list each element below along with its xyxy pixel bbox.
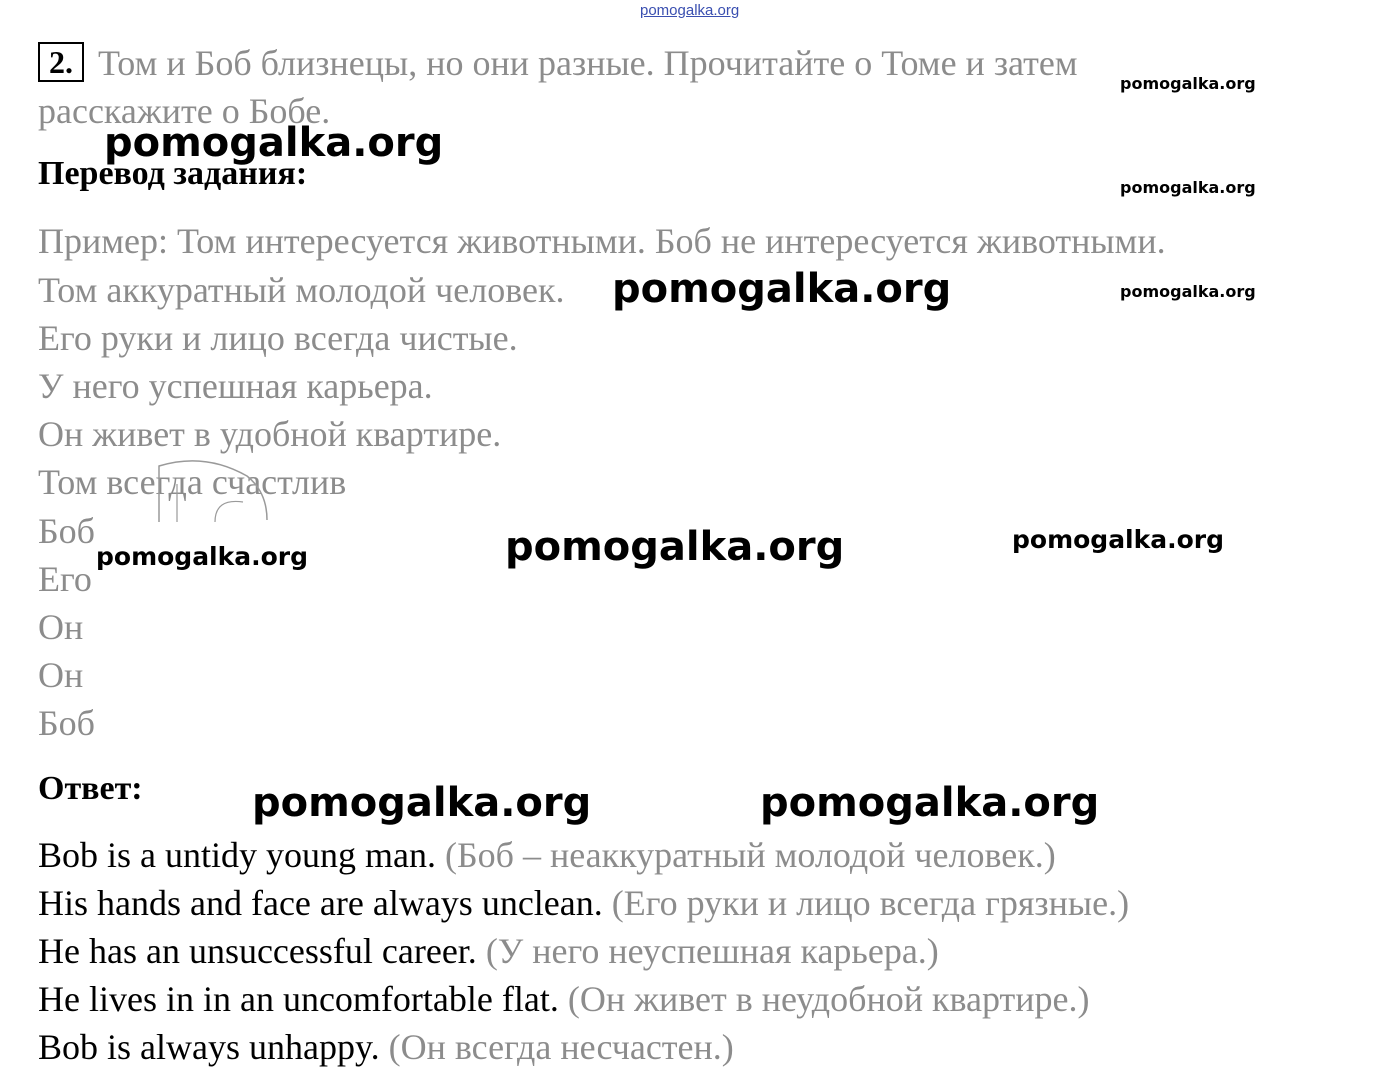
translation-line: Пример: Том интересуется животными. Боб не интересуется животными. [38, 221, 1166, 261]
answer-russian: (Боб – неаккуратный молодой человек.) [445, 835, 1056, 875]
task-number-box: 2. [38, 42, 84, 82]
answer-russian: (Его руки и лицо всегда грязные.) [611, 883, 1130, 923]
translation-line: Он [38, 655, 84, 695]
watermark: pomogalka.org [96, 542, 309, 571]
watermark: pomogalka.org [1120, 74, 1256, 93]
translation-line: Том всегда счастлив [38, 462, 347, 502]
translation-line: Его руки и лицо всегда чистые. [38, 318, 518, 358]
watermark: pomogalka.org [1120, 282, 1256, 301]
translation-line: Том аккуратный молодой человек. [38, 270, 565, 310]
translation-line: Боб [38, 511, 95, 551]
answer-line [38, 882, 1129, 924]
site-link[interactable]: pomogalka.org [640, 2, 740, 19]
watermark: pomogalka.org [1012, 525, 1225, 554]
instruction-line-1: Том и Боб близнецы, но они разные. Прочитайте о Томе и затем [98, 43, 1078, 83]
answer-line [38, 834, 1056, 876]
answer-line [38, 930, 939, 972]
answer-english: Bob is a untidy young man. [38, 835, 436, 875]
pencil-sketch-decoration [155, 458, 275, 524]
answer-english: He has an unsuccessful career. [38, 931, 477, 971]
answer-russian: (Он всегда несчастен.) [388, 1027, 734, 1067]
watermark: pomogalka.org [252, 780, 592, 826]
answer-english: He lives in in an uncomfortable flat. [38, 979, 559, 1019]
translation-line: Он [38, 607, 84, 647]
answer-english: His hands and face are always unclean. [38, 883, 603, 923]
answer-line [38, 978, 1089, 1020]
translation-line: Боб [38, 703, 95, 743]
answer-english: Bob is always unhappy. [38, 1027, 380, 1067]
watermark: pomogalka.org [1120, 178, 1256, 197]
instruction-line-2: расскажите о Бобе. [38, 91, 331, 131]
translation-heading: Перевод задания: [38, 155, 308, 192]
answer-russian: (У него неуспешная карьера.) [485, 931, 939, 971]
translation-line: Он живет в удобной квартире. [38, 414, 502, 454]
translation-line: У него успешная карьера. [38, 366, 433, 406]
answer-line [38, 1026, 734, 1068]
watermark: pomogalka.org [760, 780, 1100, 826]
watermark: pomogalka.org [104, 120, 444, 166]
translation-line: Его [38, 559, 92, 599]
answer-russian: (Он живет в неудобной квартире.) [567, 979, 1090, 1019]
answer-heading: Ответ: [38, 770, 143, 807]
watermark: pomogalka.org [612, 266, 952, 312]
watermark: pomogalka.org [505, 524, 845, 570]
